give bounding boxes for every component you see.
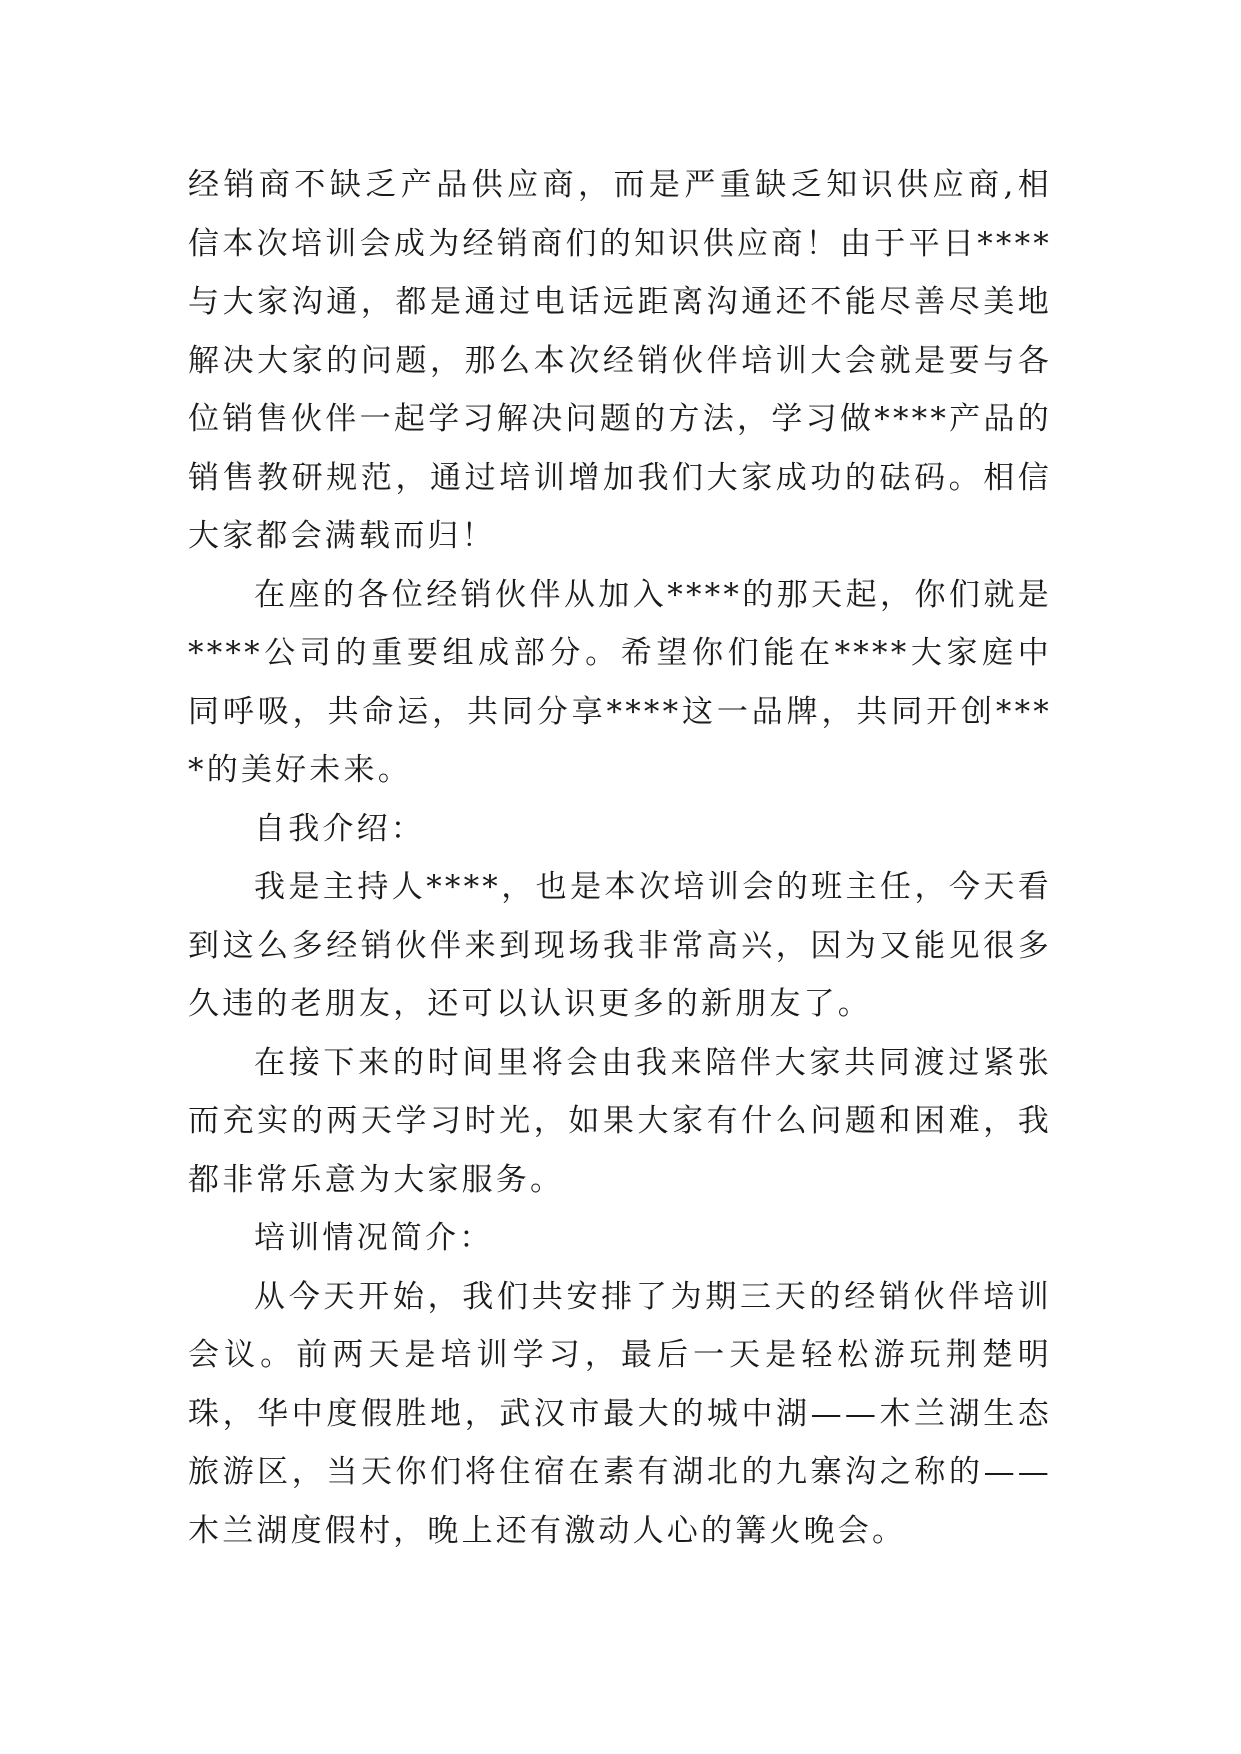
paragraph-intro: 经销商不缺乏产品供应商，而是严重缺乏知识供应商,相信本次培训会成为经销商们的知识供应商！由于平日****与大家沟通，都是通过电话远距离沟通还不能尽善尽美地解决大家的问题，那么本次经销伙伴培训大会就是要与各位销售伙伴一起学习解决问题的方法，学习做****产品的销售教研规范，通过培训增加我们大家成功的砝码。相信大家都会满载而归！	[188, 167, 1052, 554]
paragraph-host-intro: 我是主持人****，也是本次培训会的班主任，今天看到这么多经销伙伴来到现场我非常高兴，因为又能见很多久违的老朋友，还可以认识更多的新朋友了。	[188, 869, 1052, 1022]
paragraph-accompany: 在接下来的时间里将会由我来陪伴大家共同渡过紧张而充实的两天学习时光，如果大家有什么问题和困难，我都非常乐意为大家服务。	[188, 1044, 1052, 1198]
heading-self-introduction: 自我介绍：	[254, 810, 425, 847]
paragraph-welcome: 在座的各位经销伙伴从加入****的那天起，你们就是****公司的重要组成部分。希望你们能在****大家庭中同呼吸，共命运，共同分享****这一品牌，共同开创****的美好未来。	[188, 576, 1052, 788]
paragraph-schedule: 从今天开始，我们共安排了为期三天的经销伙伴培训会议。前两天是培训学习，最后一天是轻松游玩荆楚明珠，华中度假胜地，武汉市最大的城中湖——木兰湖生态旅游区，当天你们将住宿在素有湖北的九寨沟之称的——木兰湖度假村，晚上还有激动人心的篝火晚会。	[188, 1278, 1052, 1549]
document-page	[188, 156, 1052, 1560]
heading-training-overview: 培训情况简介：	[254, 1220, 494, 1256]
